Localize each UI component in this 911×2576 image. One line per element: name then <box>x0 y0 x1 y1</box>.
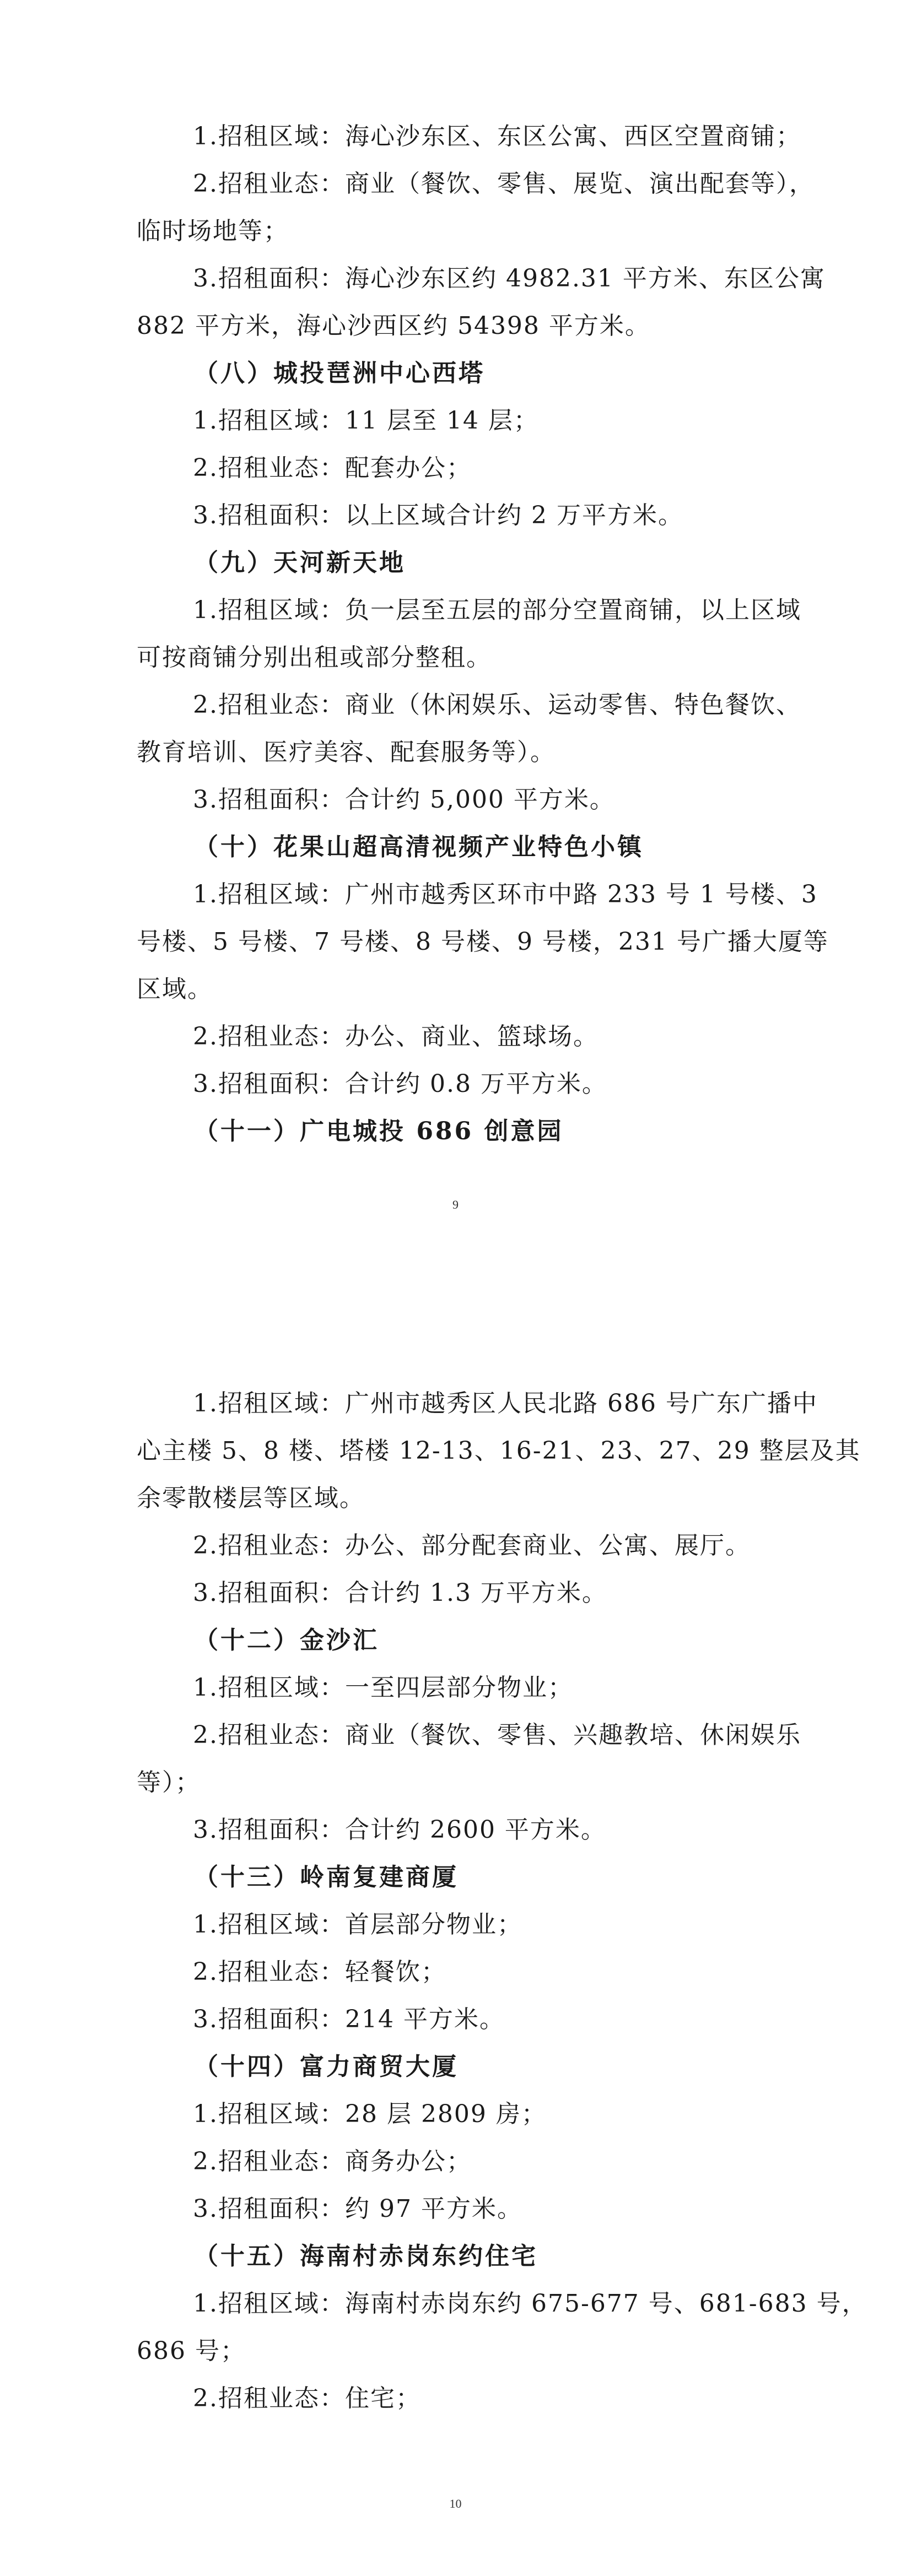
page-number: 9 <box>452 1198 459 1211</box>
page-number: 10 <box>449 2497 462 2510</box>
text-line: 区域。 <box>137 975 213 1003</box>
section-heading: （十）花果山超高清视频产业特色小镇 <box>194 833 644 861</box>
text-line: 1.招租区域：广州市越秀区环市中路 233 号 1 号楼、3 <box>193 880 818 908</box>
text-line: 2.招租业态：商业（餐饮、零售、展览、演出配套等）， <box>193 170 815 198</box>
section-heading: （十三）岭南复建商厦 <box>194 1863 459 1891</box>
text-line: 1.招租区域：海心沙东区、东区公寓、西区空置商铺； <box>193 122 801 150</box>
text-line: 1.招租区域：11 层至 14 层； <box>193 407 539 435</box>
text-line: 3.招租面积：合计约 2600 平方米。 <box>193 1816 606 1844</box>
section-heading: （十一）广电城投 686 创意园 <box>194 1117 564 1145</box>
text-line: 余零散楼层等区域。 <box>137 1484 365 1512</box>
text-line: 1.招租区域：一至四层部分物业； <box>193 1674 573 1702</box>
text-line: 3.招租面积：合计约 0.8 万平方米。 <box>193 1070 607 1098</box>
text-line: 2.招租业态：办公、商业、篮球场。 <box>193 1022 599 1051</box>
text-line: 2.招租业态：商业（休闲娱乐、运动零售、特色餐饮、 <box>193 691 801 719</box>
section-heading: （八）城投琶洲中心西塔 <box>194 359 485 387</box>
text-line: 882 平方米，海心沙西区约 54398 平方米。 <box>137 312 650 340</box>
section-heading: （九）天河新天地 <box>194 549 406 577</box>
text-line: 心主楼 5、8 楼、塔楼 12-13、16-21、23、27、29 整层及其 <box>137 1437 861 1465</box>
text-line: 2.招租业态：办公、部分配套商业、公寓、展厅。 <box>193 1531 751 1560</box>
text-line: 3.招租面积：合计约 5,000 平方米。 <box>193 786 615 814</box>
text-line: 3.招租面积：以上区域合计约 2 万平方米。 <box>193 501 683 529</box>
text-line: 3.招租面积：214 平方米。 <box>193 2005 505 2033</box>
text-line: 号楼、5 号楼、7 号楼、8 号楼、9 号楼，231 号广播大厦等 <box>137 928 829 956</box>
text-line: 1.招租区域：广州市越秀区人民北路 686 号广东广播中 <box>193 1389 818 1417</box>
text-line: 1.招租区域：海南村赤岗东约 675-677 号、681-683 号， <box>193 2290 867 2318</box>
text-line: 2.招租业态：商务办公； <box>193 2147 472 2175</box>
text-line: 临时场地等； <box>137 217 289 245</box>
section-heading: （十二）金沙汇 <box>194 1626 379 1654</box>
text-line: 可按商铺分别出租或部分整租。 <box>137 643 492 672</box>
document-page-9 <box>0 0 911 1284</box>
text-line: 1.招租区域：首层部分物业； <box>193 1911 522 1939</box>
text-line: 2.招租业态：商业（餐饮、零售、兴趣教培、休闲娱乐 <box>193 1721 801 1749</box>
text-line: 3.招租面积：约 97 平方米。 <box>193 2195 522 2223</box>
section-heading: （十四）富力商贸大厦 <box>194 2053 459 2081</box>
text-line: 1.招租区域：负一层至五层的部分空置商铺，以上区域 <box>193 596 801 624</box>
text-line: 3.招租面积：海心沙东区约 4982.31 平方米、东区公寓 <box>193 264 826 293</box>
text-line: 2.招租业态：配套办公； <box>193 454 472 482</box>
text-line: 3.招租面积：合计约 1.3 万平方米。 <box>193 1579 607 1607</box>
text-line: 等）； <box>137 1768 201 1796</box>
text-line: 2.招租业态：轻餐饮； <box>193 1958 446 1986</box>
section-heading: （十五）海南村赤岗东约住宅 <box>194 2242 538 2270</box>
document-page-10 <box>0 1284 911 2576</box>
text-line: 1.招租区域：28 层 2809 房； <box>193 2100 547 2128</box>
text-line: 686 号； <box>137 2337 246 2365</box>
text-line: 教育培训、医疗美容、配套服务等）。 <box>137 738 556 766</box>
text-line: 2.招租业态：住宅； <box>193 2384 421 2412</box>
